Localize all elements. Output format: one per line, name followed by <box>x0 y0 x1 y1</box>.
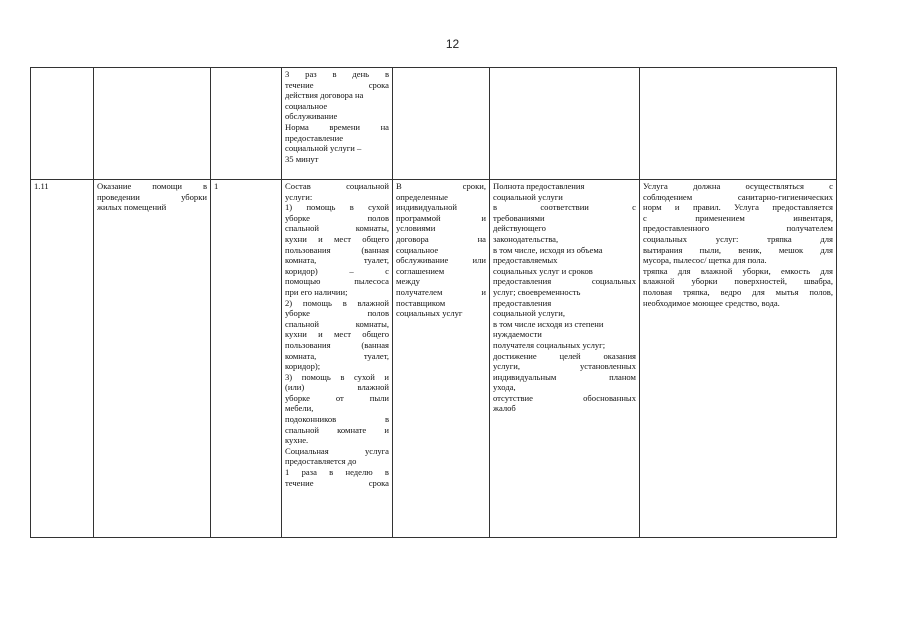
text-line: жалоб <box>493 403 516 414</box>
text-line: спальной комнаты, <box>285 318 389 329</box>
text-line: в том числе, исходя из объема <box>493 244 603 255</box>
text-line: Состав социальной <box>285 181 389 191</box>
service-conditions <box>640 180 837 538</box>
text-line: социальной услуги – <box>285 143 362 154</box>
text-line: достижение целей оказания <box>493 350 636 361</box>
text-line: услуг; своевременность <box>493 286 581 297</box>
text-line: предоставленного получателем <box>643 223 833 234</box>
text-line: социальное <box>285 100 328 111</box>
text-line: уборке полов <box>285 308 389 319</box>
text-line: В сроки, <box>396 181 486 191</box>
services-table <box>30 67 837 538</box>
text-line: 2) помощь в влажной <box>285 297 389 308</box>
cell-conditions-empty <box>640 68 837 180</box>
text-line: индивидуальным планом <box>493 371 636 382</box>
cell-count-empty <box>211 68 282 180</box>
text-line: нуждаемости <box>493 329 542 340</box>
text-line: проведении уборки <box>97 191 207 202</box>
text-line: действующего <box>493 223 546 234</box>
cell-content-continued <box>282 68 393 180</box>
text-line: обслуживание <box>285 111 338 122</box>
text-line: договора на <box>396 233 486 244</box>
text-line: тряпка для влажной уборки, емкость для <box>643 265 833 276</box>
text-line: соглашением <box>396 265 445 276</box>
text-line: 1 раза в неделю в <box>285 467 389 478</box>
text-line: 35 минут <box>285 153 319 164</box>
text-line: коридор); <box>285 361 321 372</box>
text-line: действия договора на <box>285 90 364 101</box>
text-line: определенные <box>396 191 448 202</box>
text-line: уборке от пыли <box>285 392 389 403</box>
text-line: норм и правил. Услуга предоставляется <box>643 202 833 213</box>
text-line: поставщиком <box>396 297 446 308</box>
cell-name-empty <box>94 68 211 180</box>
page-number: 12 <box>445 37 460 51</box>
text-line: предоставления социальных <box>493 276 636 287</box>
text-line: 1) помощь в сухой <box>285 202 389 213</box>
text-line: влажной уборки поверхностей, швабра, <box>643 276 833 287</box>
text-line: программой и <box>396 212 486 223</box>
text-line: помощью пылесоса <box>285 276 389 287</box>
text-line: мусора, пылесос/ щетка для пола. <box>643 255 767 266</box>
text-line: комната, туалет, <box>285 350 389 361</box>
text-line: кухни и мест общего <box>285 233 389 244</box>
text-line: спальной комнаты, <box>285 223 389 234</box>
text-line: социальных услуг: тряпка для <box>643 233 833 244</box>
text-line: Социальная услуга <box>285 445 389 456</box>
text-line: мебели, <box>285 403 314 414</box>
text-line: (или) влажной <box>285 382 389 393</box>
text-line: получателем и <box>396 286 486 297</box>
text-line: получателя социальных услуг; <box>493 339 606 350</box>
text-line: в том числе исходя из степени <box>493 318 604 329</box>
cell-quality-empty <box>490 68 640 180</box>
text-line: соблюдением санитарно-гигиенических <box>643 191 833 202</box>
text-line: социальной услуги, <box>493 308 566 319</box>
text-line: течение срока <box>285 79 389 90</box>
cell-terms-empty <box>393 68 490 180</box>
text-line: уборке полов <box>285 212 389 223</box>
text-line: между <box>396 276 420 287</box>
text-line: предоставляемых <box>493 255 558 266</box>
text-line: Услуга должна осуществляться с <box>643 181 833 191</box>
text-line: необходимое моющее средство, вода. <box>643 297 780 308</box>
text-line: условиями <box>396 223 436 234</box>
service-content <box>282 180 393 538</box>
text-line: требованиями <box>493 212 545 223</box>
text-line: социальной услуги <box>493 191 563 202</box>
text-line: предоставление <box>285 132 344 143</box>
text-line: Норма времени на <box>285 121 389 132</box>
text-line: кухне. <box>285 435 309 446</box>
text-line: 3) помощь в сухой и <box>285 371 389 382</box>
text-line: жилых помещений <box>97 202 167 213</box>
service-number: 1.11 <box>31 180 94 538</box>
text-line: с применением инвентаря, <box>643 212 833 223</box>
text-line: вытирания пыли, веник, мешок для <box>643 244 833 255</box>
text-line: Оказание помощи в <box>97 181 207 191</box>
service-count: 1 <box>211 180 282 538</box>
text-line: обслуживание или <box>396 255 486 266</box>
text-line: социальных услуг и сроков <box>493 265 593 276</box>
text-line: 3 раз в день в <box>285 69 389 79</box>
service-name <box>94 180 211 538</box>
cell-number-empty <box>31 68 94 180</box>
text-line: коридор) – с <box>285 265 389 276</box>
text-line: Полнота предоставления <box>493 181 585 191</box>
text-line: услуги, установленных <box>493 361 636 372</box>
service-terms <box>393 180 490 538</box>
text-line: социальных услуг <box>396 308 463 319</box>
service-quality <box>490 180 640 538</box>
text-line: комната, туалет, <box>285 255 389 266</box>
table-row-continued <box>31 68 837 180</box>
text-line: течение срока <box>285 477 389 488</box>
text-line: спальной комнате и <box>285 424 389 435</box>
text-line: индивидуальной <box>396 202 457 213</box>
text-line: кухни и мест общего <box>285 329 389 340</box>
text-line: половая тряпка, ведро для мытья полов, <box>643 286 833 297</box>
text-line: услуги: <box>285 191 313 202</box>
text-line: при его наличии; <box>285 286 348 297</box>
text-line: предоставления <box>493 297 552 308</box>
text-line: отсутствие обоснованных <box>493 392 636 403</box>
text-line: предоставляется до <box>285 456 357 467</box>
text-line: социальное <box>396 244 439 255</box>
table-row-1-11 <box>31 180 837 538</box>
text-line: пользования (ванная <box>285 339 389 350</box>
text-line: пользования (ванная <box>285 244 389 255</box>
text-line: в соответствии с <box>493 202 636 213</box>
text-line: подоконников в <box>285 414 389 425</box>
text-line: законодательства, <box>493 233 559 244</box>
text-line: ухода, <box>493 382 516 393</box>
